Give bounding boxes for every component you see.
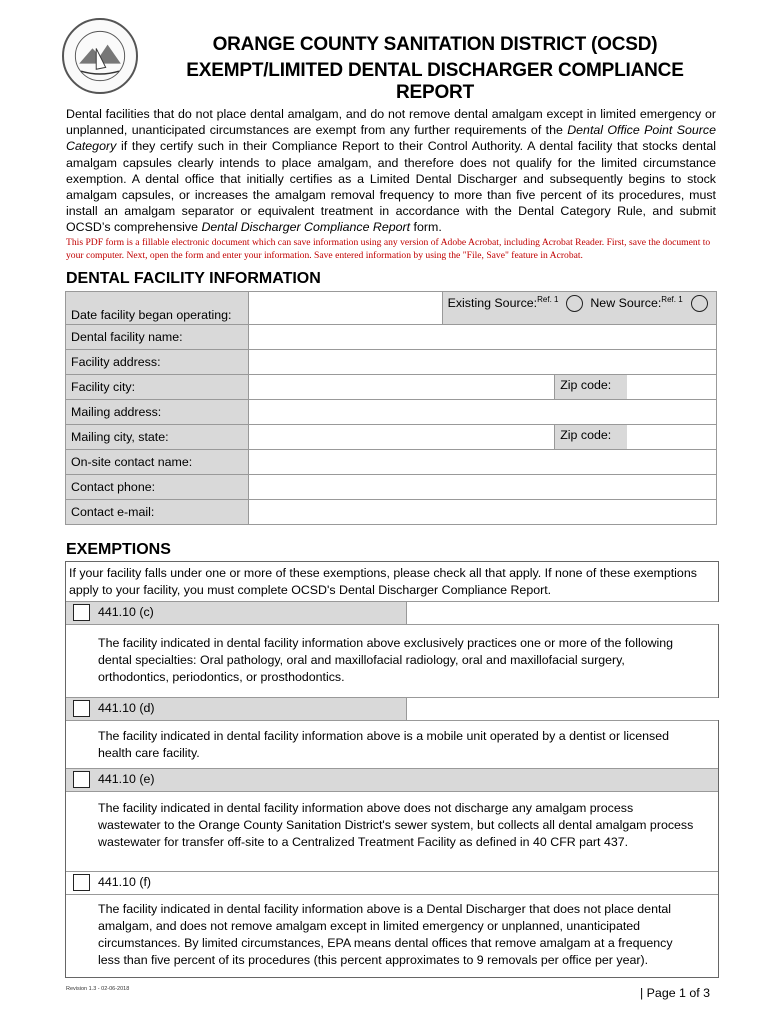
exemption-e-desc: The facility indicated in dental facility information above does not discharge any amalgam process wastewater to the Orange County Sanitation District's sewer system, but collects all dental amalgam process wastewater for transfer off-site to a Centralized Treatment Facility as defined in 40 CFR part 437. bbox=[98, 801, 694, 849]
page-number: | Page 1 of 3 bbox=[640, 986, 711, 1000]
exemption-row-c bbox=[66, 601, 718, 625]
zip2-label: Zip code: bbox=[554, 425, 627, 449]
new-source-radio[interactable] bbox=[691, 295, 708, 312]
intro-paragraph: Dental facilities that do not place dental amalgam, and do not remove dental amalgam except in limited emergency or unplanned, unanticipated circumstances are exempt from any further requirements of the Dental Office Point Source Category if they certify such in their Compliance Report to their Control Authority. A dental facility that stocks dental amalgam capsules clearly intends to place amalgam, and therefore does not qualify for the limited circumstance exemption. A dental office that initially certifies as a Limited Dental Discharger and subsequently begins to stock amalgam capsules, or increases the amalgam removal frequency to more than five percent of its procedures, must install an amalgam separator or equivalent treatment in accordance with the Dental Category Rule, and submit OCSD’s comprehensive Dental Discharger Compliance Report form. bbox=[66, 107, 716, 235]
exemptions-intro: If your facility falls under one or more of these exemptions, please check all that apply. If none of these exemptions apply to your facility, you must complete OCSD's Dental Discharger Compliance Report. bbox=[69, 566, 697, 597]
contact-name-field[interactable] bbox=[249, 450, 717, 475]
exemption-row-e bbox=[66, 768, 718, 792]
facility-city-field[interactable] bbox=[249, 375, 554, 399]
source-type-cell: Existing Source:$^{Ref. 1}$ New Source:$^{Ref. 1}$ bbox=[442, 292, 716, 325]
page-title: ORANGE COUNTY SANITATION DISTRICT (OCSD) bbox=[212, 34, 658, 55]
mailing-address-field[interactable] bbox=[249, 400, 717, 425]
facility-name-field[interactable] bbox=[249, 325, 717, 350]
ocsd-seal-logo bbox=[62, 18, 138, 94]
contact-name-label: On-site contact name: bbox=[66, 450, 249, 475]
contact-email-field[interactable] bbox=[249, 500, 717, 525]
zip-label: Zip code: bbox=[554, 375, 627, 399]
revision-note: Revision 1.3 - 02-06-2018 bbox=[66, 986, 130, 992]
fillable-form-note: This PDF form is a fillable electronic document which can save information using any version of Adobe Acrobat, including Acrobat Reader. First, save the document to your computer. Next, open the form and enter your information. Save entered information by using the "File, Save" feature in Acrobat. bbox=[66, 237, 711, 261]
facility-address-field[interactable] bbox=[249, 350, 717, 375]
facility-info-table bbox=[65, 291, 717, 525]
exemption-f-code: 441.10 (f) bbox=[98, 875, 152, 889]
mailing-city-field[interactable] bbox=[249, 425, 554, 449]
contact-phone-label: Contact phone: bbox=[66, 475, 249, 500]
exemption-c-code: 441.10 (c) bbox=[98, 605, 154, 619]
page-subtitle: EXEMPT/LIMITED DENTAL DISCHARGER COMPLIANCE REPORT bbox=[186, 60, 684, 103]
exemption-d-code: 441.10 (d) bbox=[98, 701, 155, 715]
contact-email-label: Contact e-mail: bbox=[66, 500, 249, 525]
exemptions-heading: EXEMPTIONS bbox=[66, 541, 171, 558]
exemption-f-desc: The facility indicated in dental facility information above is a Dental Discharger that does not place dental amalgam, and does not remove amalgam except in limited emergency or unplanned, unanticipated circumstances. By limited circumstances, EPA means dental offices that remove amalgam at a frequency less than five percent of its procedures (this percent approximates to 9 removals per office per year). bbox=[98, 902, 673, 967]
contact-phone-field[interactable] bbox=[249, 475, 717, 500]
exemption-f-checkbox[interactable] bbox=[73, 874, 90, 891]
mailing-city-label: Mailing city, state: bbox=[66, 425, 249, 450]
zip-field[interactable] bbox=[627, 375, 716, 399]
date-label: Date facility began operating: bbox=[66, 292, 249, 325]
exemption-c-desc: The facility indicated in dental facility information above exclusively practices one or more of the following dental specialties: Oral pathology, oral and maxillofacial radiology, oral and maxillofacial surgery, orthodontics, periodontics, or prosthodontics. bbox=[98, 636, 674, 684]
zip2-field[interactable] bbox=[627, 425, 716, 449]
exemption-e-checkbox[interactable] bbox=[73, 771, 90, 788]
exemption-row-f bbox=[66, 871, 718, 895]
facility-name-label: Dental facility name: bbox=[66, 325, 249, 350]
exemptions-box bbox=[65, 561, 719, 978]
date-field[interactable] bbox=[249, 292, 442, 325]
exemption-e-code: 441.10 (e) bbox=[98, 772, 155, 786]
existing-source-radio[interactable] bbox=[566, 295, 583, 312]
exemption-row-d bbox=[66, 697, 718, 721]
mailing-address-label: Mailing address: bbox=[66, 400, 249, 425]
facility-section-heading: DENTAL FACILITY INFORMATION bbox=[66, 270, 321, 287]
facility-city-label: Facility city: bbox=[66, 375, 249, 400]
exemption-d-desc: The facility indicated in dental facility information above is a mobile unit operated by a dentist or licensed health care facility. bbox=[98, 729, 669, 760]
facility-address-label: Facility address: bbox=[66, 350, 249, 375]
exemption-c-checkbox[interactable] bbox=[73, 604, 90, 621]
exemption-d-checkbox[interactable] bbox=[73, 700, 90, 717]
